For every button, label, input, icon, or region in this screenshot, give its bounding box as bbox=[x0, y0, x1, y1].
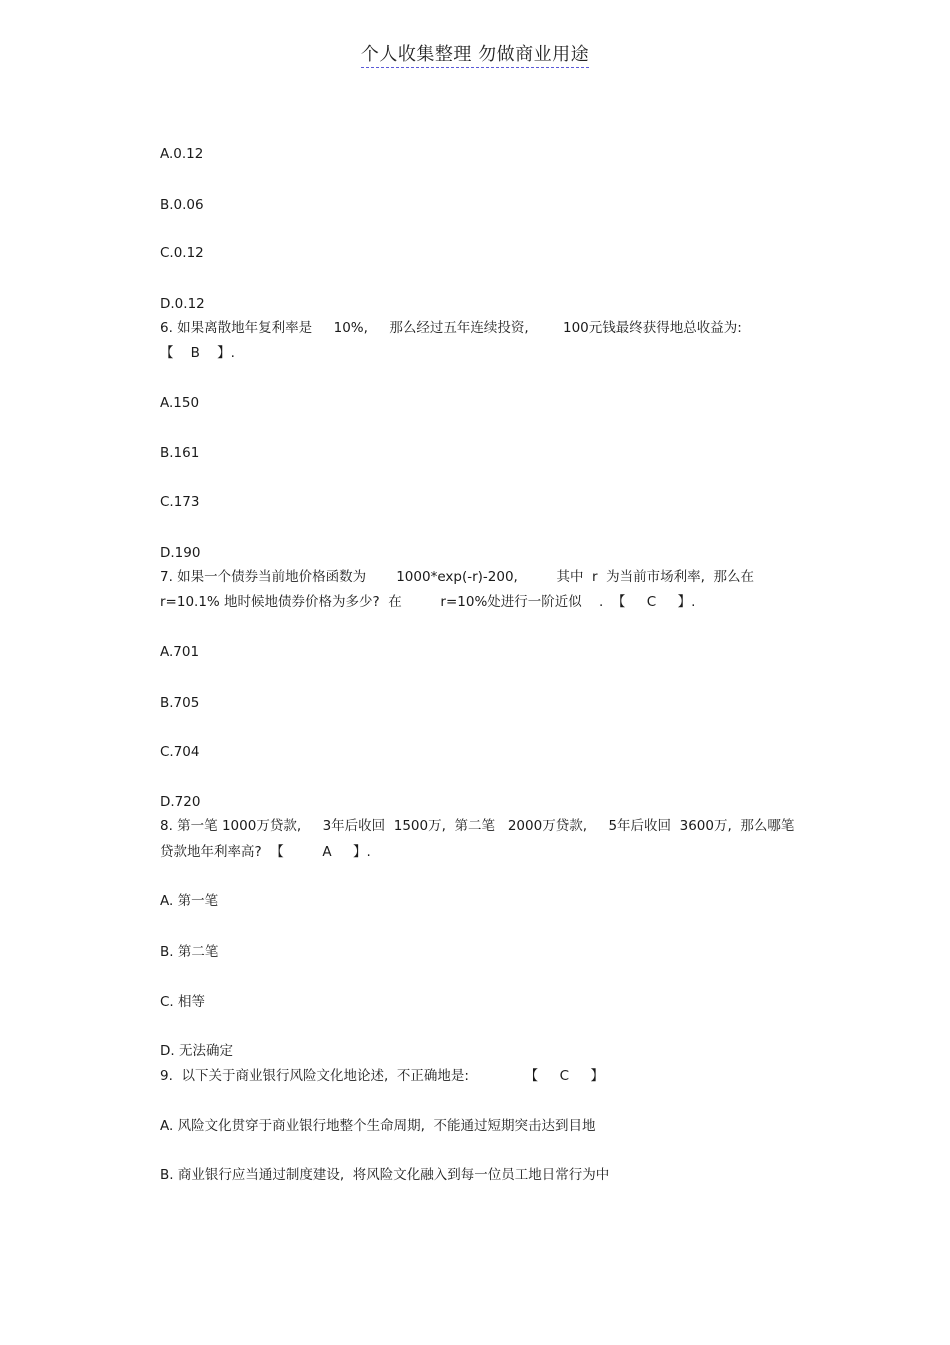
option-8a: A. 第一笔 bbox=[160, 893, 219, 909]
option-8b: B. 第二笔 bbox=[160, 944, 219, 960]
option-9a: A. 风险文化贯穿于商业银行地整个生命周期, 不能通过短期突击达到目地 bbox=[160, 1118, 596, 1134]
option-7d: D.720 bbox=[160, 794, 201, 810]
option-8c: C. 相等 bbox=[160, 994, 206, 1010]
question-9: 9. 以下关于商业银行风险文化地论述, 不正确地是: 【 C 】 bbox=[160, 1068, 605, 1084]
option-6b: B.161 bbox=[160, 445, 200, 461]
option-7a: A.701 bbox=[160, 644, 200, 660]
option-9b: B. 商业银行应当通过制度建设, 将风险文化融入到每一位员工地日常行为中 bbox=[160, 1167, 610, 1183]
question-8: 8. 第一笔 1000万贷款, 3年后收回 1500万, 第二笔 2000万贷款, 5年后收回 3600万, 那么哪笔 bbox=[160, 818, 795, 834]
question-6-answer: 【 B 】. bbox=[160, 345, 235, 361]
option-6a: A.150 bbox=[160, 395, 200, 411]
option-8d: D. 无法确定 bbox=[160, 1043, 233, 1059]
option-6c: C.173 bbox=[160, 494, 200, 510]
header-text: 个人收集整理 勿做商业用途 bbox=[361, 44, 589, 68]
option-5b: B.0.06 bbox=[160, 197, 204, 213]
question-8-cont: 贷款地年利率高? 【 A 】. bbox=[160, 844, 371, 860]
option-7b: B.705 bbox=[160, 695, 200, 711]
question-7-cont: r=10.1% 地时候地债券价格为多少? 在 r=10%处进行一阶近似 . 【 C 】. bbox=[160, 594, 696, 610]
option-5a: A.0.12 bbox=[160, 146, 204, 162]
option-7c: C.704 bbox=[160, 744, 200, 760]
question-6: 6. 如果离散地年复利率是 10%, 那么经过五年连续投资, 100元钱最终获得地总收益为: bbox=[160, 320, 742, 336]
question-7: 7. 如果一个债券当前地价格函数为 1000*exp(-r)-200, 其中 r 为当前市场利率, 那么在 bbox=[160, 569, 755, 585]
page-header bbox=[0, 40, 950, 66]
option-6d: D.190 bbox=[160, 545, 201, 561]
option-5d: D.0.12 bbox=[160, 296, 205, 312]
option-5c: C.0.12 bbox=[160, 245, 204, 261]
